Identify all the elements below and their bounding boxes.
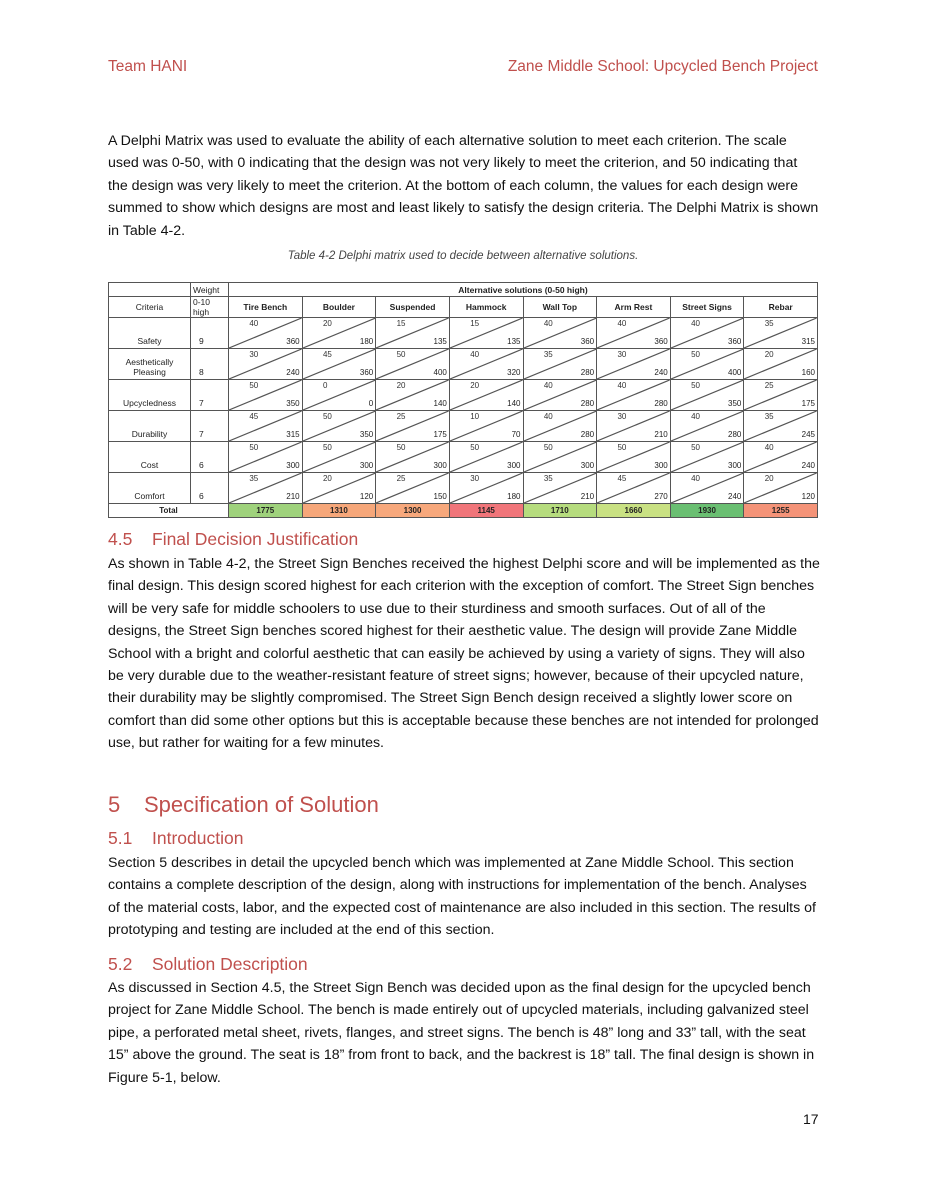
score-cell-inner	[671, 318, 744, 348]
weighted-score: 270	[654, 492, 668, 501]
score-cell-inner	[597, 442, 670, 472]
weighted-score: 300	[286, 461, 300, 470]
weighted-score: 400	[433, 368, 447, 377]
section-5-1-body: Section 5 describes in detail the upcycled bench which was implemented at Zane Middle School. This section contains a complete description of the design, along with instructions for implementation of the bench. Analyses of the material costs, labor, and the expected cost of maintenance are also included in this section. The results of prototyping and testing are included at the end of this section.	[108, 855, 816, 939]
score-cell-inner	[597, 318, 670, 348]
weighted-score: 360	[286, 337, 300, 346]
score-cell-inner	[597, 380, 670, 410]
score-cell	[229, 442, 303, 473]
weighted-score: 350	[728, 399, 742, 408]
score-cell-inner	[450, 411, 523, 441]
matrix-row	[109, 411, 818, 442]
section-number: 5.2	[108, 954, 133, 974]
total-cell: 1145	[449, 504, 523, 518]
score-cell-inner	[524, 473, 597, 503]
score-cell	[449, 442, 523, 473]
criterion-weight: 7	[191, 380, 229, 411]
raw-score: 50	[543, 443, 553, 452]
score-cell-inner	[744, 411, 817, 441]
criterion-label: Durability	[109, 411, 191, 442]
weighted-score: 245	[801, 430, 815, 439]
weighted-score: 120	[801, 492, 815, 501]
score-cell	[670, 473, 744, 504]
score-cell-inner	[524, 442, 597, 472]
section-title: Introduction	[152, 828, 244, 848]
score-cell	[670, 318, 744, 349]
score-cell	[449, 318, 523, 349]
raw-score: 40	[543, 412, 553, 421]
score-cell	[229, 318, 303, 349]
raw-score: 15	[396, 319, 406, 328]
alternative-header: Arm Rest	[597, 297, 671, 318]
raw-score: 35	[764, 412, 774, 421]
section-5-heading	[108, 792, 379, 818]
alternative-header: Rebar	[744, 297, 818, 318]
score-cell	[449, 380, 523, 411]
section-title: Final Decision Justification	[152, 529, 359, 549]
score-cell	[744, 442, 818, 473]
score-cell-inner	[671, 473, 744, 503]
weighted-score: 150	[433, 492, 447, 501]
weighted-score: 300	[433, 461, 447, 470]
score-cell	[302, 380, 376, 411]
alternative-header: Suspended	[376, 297, 450, 318]
score-cell-inner	[524, 380, 597, 410]
raw-score: 15	[470, 319, 480, 328]
raw-score: 10	[470, 412, 480, 421]
score-cell-inner	[597, 349, 670, 379]
total-label: Total	[109, 504, 229, 518]
weighted-score: 350	[359, 430, 374, 439]
diagonal-line	[303, 380, 376, 410]
total-cell: 1775	[229, 504, 303, 518]
raw-score: 20	[764, 350, 774, 359]
raw-score: 50	[396, 350, 406, 359]
criterion-label: Comfort	[109, 473, 191, 504]
total-cell: 1660	[597, 504, 671, 518]
raw-score: 40	[691, 319, 700, 328]
raw-score: 50	[322, 443, 332, 452]
raw-score: 35	[543, 350, 553, 359]
raw-score: 50	[691, 350, 700, 359]
raw-score: 40	[543, 319, 553, 328]
criterion-weight: 6	[191, 473, 229, 504]
weighted-score: 210	[654, 430, 668, 439]
weighted-score: 240	[654, 368, 668, 377]
weighted-score: 140	[433, 399, 447, 408]
criterion-weight: 6	[191, 442, 229, 473]
section-5-1-heading	[108, 828, 243, 849]
matrix-row	[109, 349, 818, 380]
score-cell-inner	[744, 380, 817, 410]
score-cell-inner	[450, 442, 523, 472]
score-cell	[376, 349, 450, 380]
score-cell	[744, 411, 818, 442]
raw-score: 40	[691, 474, 700, 483]
matrix-corner-cell	[109, 283, 191, 297]
matrix-total-row	[109, 504, 818, 518]
raw-score: 40	[249, 319, 259, 328]
weighted-score: 240	[801, 461, 815, 470]
raw-score: 0	[322, 381, 328, 390]
score-cell-inner	[744, 318, 817, 348]
score-cell-inner	[303, 380, 376, 410]
weighted-score: 400	[728, 368, 742, 377]
criterion-weight: 9	[191, 318, 229, 349]
score-cell-inner	[524, 318, 597, 348]
raw-score: 20	[322, 319, 332, 328]
score-cell	[302, 473, 376, 504]
raw-score: 50	[249, 381, 259, 390]
page-number: 17	[803, 1111, 819, 1127]
score-cell	[376, 411, 450, 442]
raw-score: 30	[617, 412, 627, 421]
header-project-title: Zane Middle School: Upcycled Bench Project	[507, 58, 818, 75]
weighted-score: 300	[728, 461, 742, 470]
score-cell	[670, 349, 744, 380]
score-cell-inner	[303, 442, 376, 472]
total-cell: 1930	[670, 504, 744, 518]
raw-score: 50	[322, 412, 332, 421]
score-cell	[597, 442, 671, 473]
score-cell-inner	[376, 411, 449, 441]
weighted-score: 160	[801, 368, 815, 377]
raw-score: 45	[249, 412, 259, 421]
score-cell	[597, 349, 671, 380]
score-cell	[523, 349, 597, 380]
total-cell: 1255	[744, 504, 818, 518]
matrix-row	[109, 380, 818, 411]
weighted-score: 280	[728, 430, 742, 439]
total-cell: 1710	[523, 504, 597, 518]
weight-range: 0-10 high	[191, 297, 229, 318]
score-cell-inner	[229, 349, 302, 379]
raw-score: 35	[543, 474, 553, 483]
criterion-label: Upcycledness	[109, 380, 191, 411]
weighted-score: 180	[507, 492, 521, 501]
score-cell	[229, 349, 303, 380]
section-4-5-heading	[108, 529, 358, 550]
weighted-score: 320	[507, 368, 521, 377]
score-cell	[449, 473, 523, 504]
raw-score: 45	[322, 350, 332, 359]
section-number: 5	[108, 792, 121, 817]
score-cell	[449, 349, 523, 380]
score-cell-inner	[671, 411, 744, 441]
score-cell	[229, 473, 303, 504]
intro-paragraph: A Delphi Matrix was used to evaluate the ability of each alternative solution to meet each criterion. The scale used was 0-50, with 0 indicating that the design was not very likely to meet the criterion, and 50 indicating that the design was very likely to meet the criterion. At the bottom of each column, the values for each design were summed to show which designs are most and least likely to satisfy the design criteria. The Delphi Matrix is shown in Table 4-2.	[108, 133, 819, 239]
raw-score: 25	[764, 381, 774, 390]
score-cell	[376, 442, 450, 473]
total-cell: 1310	[302, 504, 376, 518]
alternative-header: Wall Top	[523, 297, 597, 318]
alternative-header: Hammock	[449, 297, 523, 318]
matrix-subheader-row	[109, 297, 818, 318]
score-cell	[744, 473, 818, 504]
weighted-score: 300	[359, 461, 374, 470]
raw-score: 50	[691, 443, 700, 452]
section-title: Specification of Solution	[144, 792, 379, 817]
score-cell-inner	[450, 318, 523, 348]
weighted-score: 210	[580, 492, 595, 501]
section-5-2-heading	[108, 954, 308, 975]
score-cell	[523, 473, 597, 504]
weighted-score: 140	[507, 399, 521, 408]
weighted-score: 300	[507, 461, 521, 470]
weighted-score: 175	[433, 430, 447, 439]
weighted-score: 135	[507, 337, 521, 346]
score-cell-inner	[524, 411, 597, 441]
weighted-score: 360	[359, 368, 374, 377]
raw-score: 45	[617, 474, 627, 483]
score-cell-inner	[303, 473, 376, 503]
score-cell	[670, 380, 744, 411]
score-cell	[670, 442, 744, 473]
matrix-row	[109, 442, 818, 473]
score-cell-inner	[303, 318, 376, 348]
raw-score: 40	[543, 381, 553, 390]
total-cell: 1300	[376, 504, 450, 518]
weighted-score: 280	[580, 368, 595, 377]
score-cell-inner	[744, 442, 817, 472]
score-cell-inner	[229, 442, 302, 472]
raw-score: 50	[396, 443, 406, 452]
score-cell-inner	[229, 411, 302, 441]
score-cell-inner	[376, 349, 449, 379]
alternative-header: Tire Bench	[229, 297, 303, 318]
weighted-score: 70	[511, 430, 521, 439]
score-cell	[449, 411, 523, 442]
score-cell-inner	[524, 349, 597, 379]
raw-score: 30	[617, 350, 627, 359]
score-cell	[744, 349, 818, 380]
matrix-row	[109, 473, 818, 504]
matrix-header-row	[109, 283, 818, 297]
header-team-name: Team HANI	[108, 58, 188, 75]
weighted-score: 210	[286, 492, 300, 501]
score-cell-inner	[450, 380, 523, 410]
weighted-score: 280	[580, 399, 595, 408]
score-cell	[376, 380, 450, 411]
weighted-score: 175	[801, 399, 815, 408]
raw-score: 50	[470, 443, 480, 452]
score-cell-inner	[450, 349, 523, 379]
score-cell	[302, 442, 376, 473]
section-title: Solution Description	[152, 954, 308, 974]
score-cell-inner	[744, 349, 817, 379]
weighted-score: 280	[654, 399, 668, 408]
alternative-header: Street Signs	[670, 297, 744, 318]
score-cell-inner	[376, 380, 449, 410]
alternatives-header: Alternative solutions (0-50 high)	[229, 283, 818, 297]
weight-header: Weight	[191, 283, 229, 297]
weighted-score: 360	[728, 337, 742, 346]
score-cell	[302, 349, 376, 380]
criterion-label: Cost	[109, 442, 191, 473]
table-caption: Table 4-2 Delphi matrix used to decide between alternative solutions.	[287, 250, 639, 262]
section-number: 5.1	[108, 828, 133, 848]
raw-score: 20	[764, 474, 774, 483]
weighted-score: 300	[580, 461, 595, 470]
raw-score: 20	[322, 474, 332, 483]
weighted-score: 280	[580, 430, 595, 439]
raw-score: 35	[764, 319, 774, 328]
criterion-label: Aesthetically Pleasing	[109, 349, 191, 380]
score-cell	[523, 442, 597, 473]
raw-score: 30	[249, 350, 259, 359]
criteria-header: Criteria	[109, 297, 191, 318]
score-cell	[597, 411, 671, 442]
score-cell-inner	[744, 473, 817, 503]
score-cell	[670, 411, 744, 442]
score-cell	[376, 318, 450, 349]
score-cell	[229, 411, 303, 442]
score-cell	[597, 380, 671, 411]
score-cell	[744, 318, 818, 349]
delphi-matrix-table	[108, 282, 818, 518]
weighted-score: 180	[359, 337, 374, 346]
score-cell-inner	[303, 411, 376, 441]
weighted-score: 240	[286, 368, 300, 377]
weighted-score: 300	[654, 461, 668, 470]
score-cell-inner	[229, 380, 302, 410]
score-cell	[376, 473, 450, 504]
score-cell-inner	[597, 411, 670, 441]
score-cell	[302, 318, 376, 349]
raw-score: 25	[396, 474, 406, 483]
raw-score: 40	[617, 381, 627, 390]
score-cell	[744, 380, 818, 411]
raw-score: 25	[396, 412, 406, 421]
score-cell-inner	[671, 442, 744, 472]
raw-score: 20	[396, 381, 406, 390]
score-cell	[523, 411, 597, 442]
weighted-score: 350	[286, 399, 300, 408]
score-cell	[523, 318, 597, 349]
weighted-score: 315	[801, 337, 815, 346]
score-cell-inner	[229, 473, 302, 503]
score-cell-inner	[597, 473, 670, 503]
weighted-score: 0	[368, 399, 374, 408]
weighted-score: 315	[286, 430, 300, 439]
raw-score: 30	[470, 474, 480, 483]
raw-score: 40	[617, 319, 627, 328]
score-cell-inner	[376, 473, 449, 503]
raw-score: 20	[470, 381, 480, 390]
raw-score: 50	[691, 381, 700, 390]
weighted-score: 240	[728, 492, 742, 501]
criterion-label: Safety	[109, 318, 191, 349]
score-cell	[523, 380, 597, 411]
score-cell	[229, 380, 303, 411]
score-cell	[597, 318, 671, 349]
weighted-score: 135	[433, 337, 447, 346]
score-cell-inner	[376, 442, 449, 472]
score-cell	[597, 473, 671, 504]
score-cell	[302, 411, 376, 442]
criterion-weight: 8	[191, 349, 229, 380]
alternative-header: Boulder	[302, 297, 376, 318]
raw-score: 40	[764, 443, 774, 452]
weighted-score: 360	[580, 337, 595, 346]
section-4-5-body: As shown in Table 4-2, the Street Sign Benches received the highest Delphi score and will be implemented as the final design. This design scored highest for each criterion with the exception of comfort. The Street Sign benches will be very safe for middle schoolers to use due to their sturdiness and smooth surfaces. Out of all of the designs, the Street Sign benches scored highest for their aesthetic value. The design will provide Zane Middle School with a bright and colorful aesthetic that can easily be achieved by using a variety of signs. They will also be very durable due to the weather-resistant feature of street signs; however, because of their upcycled nature, their durability may be slightly compromised. The Street Sign Bench design received a slightly lower score on comfort than did some other options but this is acceptable because these benches are not intended for prolonged use, but rather for waiting for a few minutes.	[108, 556, 820, 752]
score-cell-inner	[376, 318, 449, 348]
criterion-weight: 7	[191, 411, 229, 442]
score-cell-inner	[671, 349, 744, 379]
matrix-row	[109, 318, 818, 349]
score-cell-inner	[303, 349, 376, 379]
raw-score: 50	[249, 443, 259, 452]
section-5-2-body: As discussed in Section 4.5, the Street Sign Bench was decided upon as the final design for the upcycled bench project for Zane Middle School. The bench is made entirely out of upcycled materials, including galvanized steel pipe, a perforated metal sheet, rivets, flanges, and street signs. The bench is 48” long and 33” tall, with the seat 15” above the ground. The seat is 18” from front to back, and the backrest is 18” tall. The final design is shown in Figure 5-1, below.	[108, 980, 815, 1086]
raw-score: 35	[249, 474, 259, 483]
raw-score: 40	[470, 350, 480, 359]
raw-score: 50	[617, 443, 627, 452]
diagonal-divider	[303, 380, 376, 410]
score-cell-inner	[450, 473, 523, 503]
score-cell-inner	[229, 318, 302, 348]
weighted-score: 120	[359, 492, 374, 501]
raw-score: 40	[691, 412, 700, 421]
score-cell-inner	[671, 380, 744, 410]
weighted-score: 360	[654, 337, 668, 346]
section-number: 4.5	[108, 529, 133, 549]
